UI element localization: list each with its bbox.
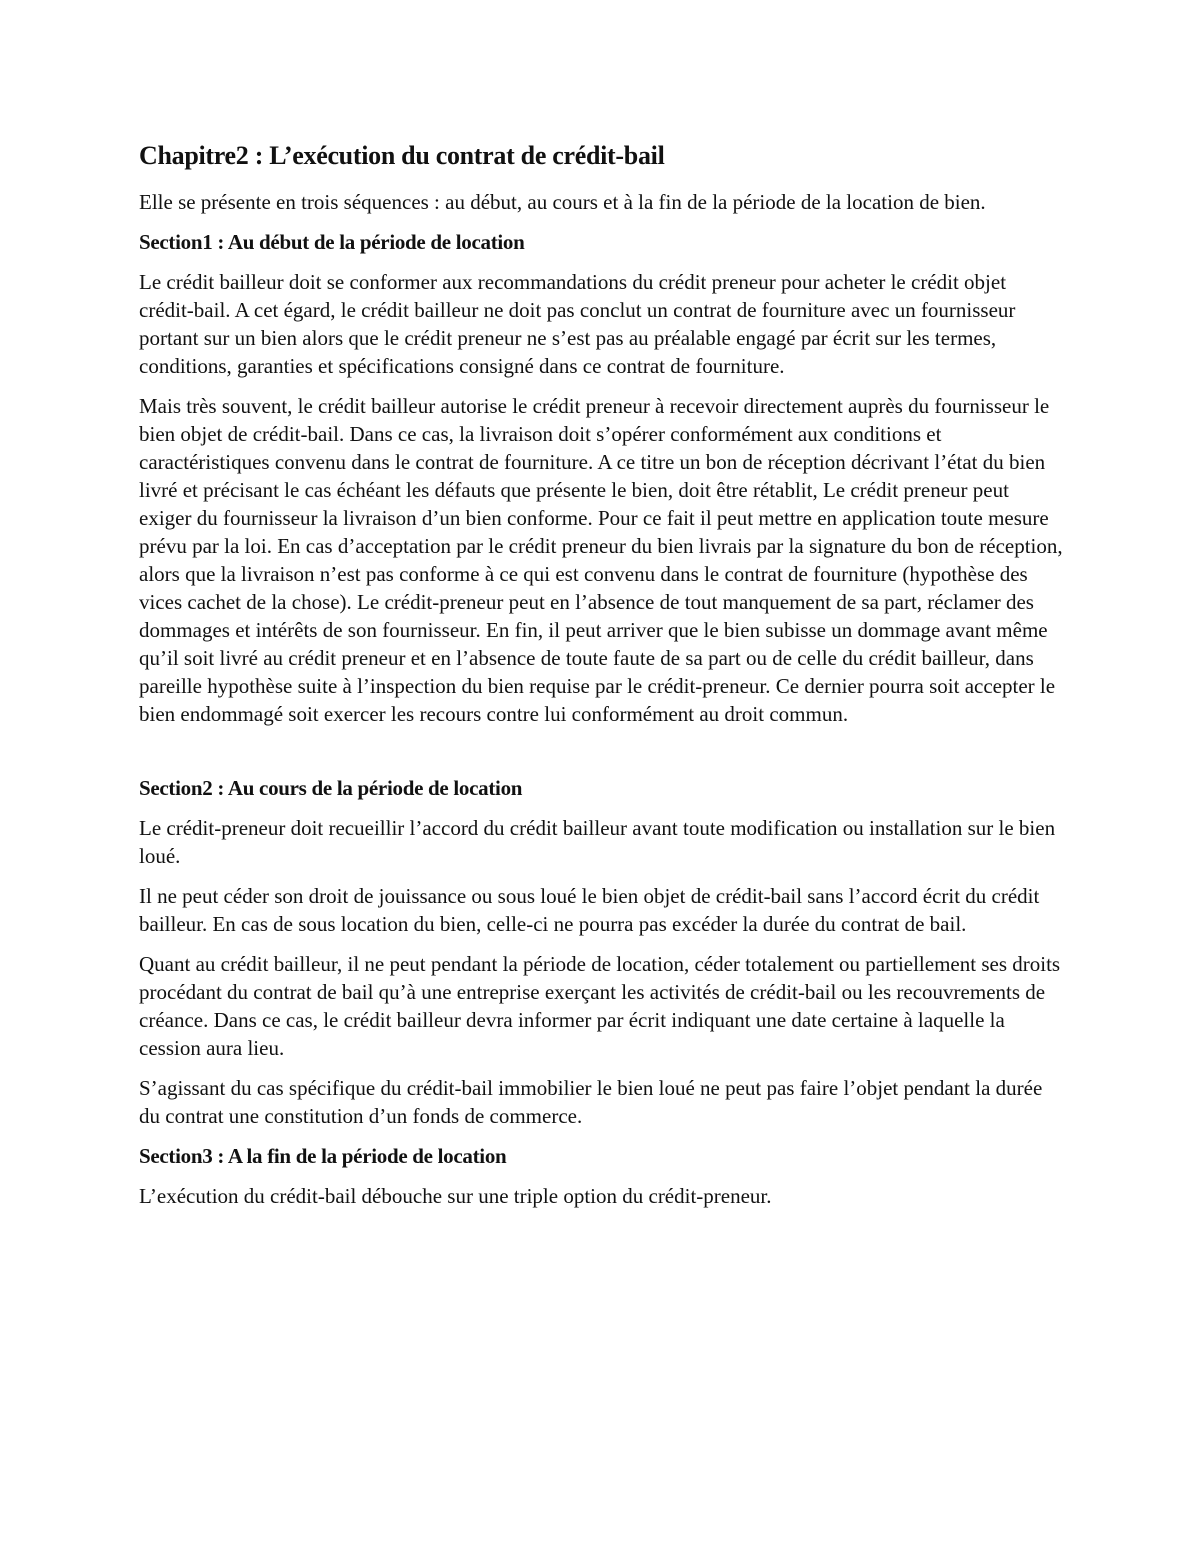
document-content [139,138,1064,1222]
section3-paragraph-1: L’exécution du crédit-bail débouche sur une triple option du crédit-preneur. [139,1184,772,1208]
section2-paragraph-1: Le crédit-preneur doit recueillir l’accord du crédit bailleur avant toute modification ou installation sur le bien loué. [139,816,1056,868]
section2-title: Section2 : Au cours de la période de location [139,776,523,800]
section2-paragraph-3: Quant au crédit bailleur, il ne peut pendant la période de location, céder totalement ou partiellement ses droits procédant du contrat de bail qu’à une entreprise exerçant les activités de crédit-bail ou les recouvrements de créance. Dans ce cas, le crédit bailleur devra informer par écrit indiquant une date certaine à laquelle la cession aura lieu. [139,952,1061,1060]
section2-paragraph-2: Il ne peut céder son droit de jouissance ou sous loué le bien objet de crédit-bail sans l’accord écrit du crédit bailleur. En cas de sous location du bien, celle-ci ne pourra pas excéder la durée du contrat de bail. [139,884,1040,936]
section1-paragraph-2: Mais très souvent, le crédit bailleur autorise le crédit preneur à recevoir directement auprès du fournisseur le bien objet de crédit-bail. Dans ce cas, la livraison doit s’opérer conformément aux conditions et caractéristiques convenu dans le contrat de fourniture. A ce titre un bon de réception décrivant l’état du bien livré et précisant le cas échéant les défauts que présente le bien, doit être rétablit, Le crédit preneur peut exiger du fournisseur la livraison d’un bien conforme. Pour ce fait il peut mettre en application toute mesure prévu par la loi. En cas d’acceptation par le crédit preneur du bien livrais par la signature du bon de réception, alors que la livraison n’est pas conforme à ce qui est convenu dans le contrat de fourniture (hypothèse des vices cachet de la chose). Le crédit-preneur peut en l’absence de tout manquement de sa part, réclamer des dommages et intérêts de son fournisseur. En fin, il peut arriver que le bien subisse un dommage avant même qu’il soit livré au crédit preneur et en l’absence de toute faute de sa part ou de celle du crédit bailleur, dans pareille hypothèse suite à l’inspection du bien requise par le crédit-preneur. Ce dernier pourra soit accepter le bien endommagé soit exercer les recours contre lui conformément au droit commun. [139,394,1063,726]
section3-title: Section3 : A la fin de la période de location [139,1144,507,1168]
chapter-title: Chapitre2 : L’exécution du contrat de crédit-bail [139,141,665,170]
intro-paragraph: Elle se présente en trois séquences : au début, au cours et à la fin de la période de la location de bien. [139,190,986,214]
section1-paragraph-1: Le crédit bailleur doit se conformer aux recommandations du crédit preneur pour acheter le crédit objet crédit-bail. A cet égard, le crédit bailleur ne doit pas conclut un contrat de fourniture avec un fournisseur portant sur un bien alors que le crédit preneur ne s’est pas au préalable engagé par écrit sur les termes, conditions, garanties et spécifications consigné dans ce contrat de fourniture. [139,270,1016,378]
section1-title: Section1 : Au début de la période de location [139,230,525,254]
section2-paragraph-4: S’agissant du cas spécifique du crédit-bail immobilier le bien loué ne peut pas faire l’objet pendant la durée du contrat une constitution d’un fonds de commerce. [139,1076,1043,1128]
